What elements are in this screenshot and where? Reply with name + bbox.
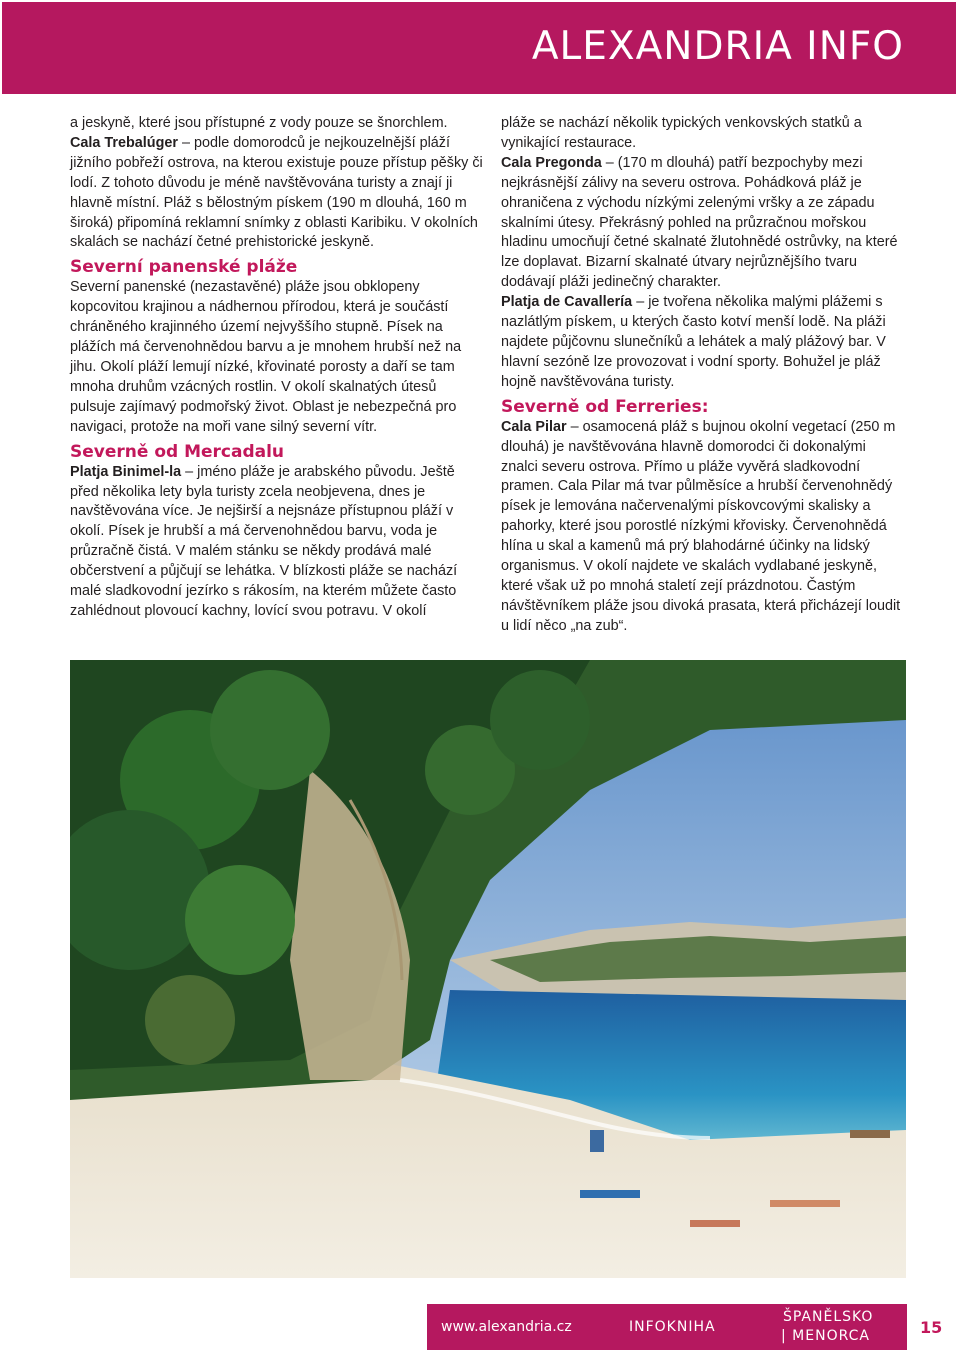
paragraph: a jeskyně, které jsou přístupné z vody pouze se šnorchlem.	[70, 115, 448, 131]
right-column	[501, 114, 906, 637]
beach-photo-icon	[70, 660, 906, 1278]
left-column	[70, 114, 484, 622]
section-heading: Severně od Ferreries:	[501, 396, 709, 417]
section-heading: Severní panenské pláže	[70, 257, 298, 278]
footer-region: | MENORCA	[781, 1328, 870, 1344]
footer-brand: INFOKNIHA	[629, 1319, 716, 1335]
beach-name: Cala Pilar	[501, 418, 567, 435]
page-header	[2, 2, 956, 94]
page-footer	[427, 1304, 907, 1350]
paragraph-text: – osamocená pláž s bujnou okolní vegetací (250 m dlouhá) je navštěvována hlavně domorodci či dokonalými znalci severu ostrova. Přímo u pláže vyvěrá sladkovodní pramen. Cala Pilar má tvar půlměsíce a hrubší červenohnědý písek je lemována načervenalými pískovcovými skalisky a pahorky, které jsou porostlé nízkými křovisky. Červenohnědá hlína u skal a kamenů má prý blahodárné účinky na lidský organismus. V okolí najdete ve skalách vydlabané jeskyně, které však už po mnohá staletí zejí prázdnotou. Častým návštěvníkem pláže jsou divoká prasata, která přicházejí loudit u lidí něco „na zub“.	[501, 418, 901, 634]
paragraph: pláže se nachází několik typických venkovských statků a vynikající restaurace.	[501, 115, 862, 151]
beach-name: Cala Trebalúger	[70, 134, 178, 151]
paragraph	[501, 418, 906, 637]
beach-name: Platja de Cavallería	[501, 294, 633, 311]
footer-country: ŠPANĚLSKO	[783, 1309, 874, 1325]
page-number: 15	[920, 1318, 943, 1337]
paragraph-text: – je tvořena několika malými plážemi s nazlátlým pískem, u kterých často kotví menší lodě. Na pláži najdete půjčovnu slunečníků a lehátek a malý plážový bar. V hlavní sezóně lze provozovat i vodní sporty. Bohužel je pláž hojně navštěvována turisty.	[501, 294, 886, 390]
section-heading: Severně od Mercadalu	[70, 441, 285, 462]
paragraph: Severní panenské (nezastavěné) pláže jsou obklopeny kopcovitou krajinou a nádhernou přírodou, která je součástí chráněného krajinného území nejvyššího stupně. Písek na plážích má červenohnědou barvu a je mnohem hrubší než na jihu. Okolí pláží lemují nízké, křovinaté porosty a daří se tam mnoha druhům vzácných rostlin. V okolí skalnatých útesů pulsuje zajímavý podmořský život. Oblast je nebezpečná pro navigaci, protože na moři vane silný severní vítr.	[70, 279, 462, 435]
paragraph	[501, 154, 906, 293]
beach-photo	[70, 660, 906, 1278]
paragraph	[70, 463, 484, 622]
paragraph	[501, 293, 906, 393]
beach-name: Platja Binimel-la	[70, 463, 182, 480]
paragraph-text: – jméno pláže je arabského původu. Ještě před několika lety byla turisty zcela neobjevena, dnes je navštěvována více. Je nejširší a nejsnáze přístupnou pláží v okolí. Písek je hrubší a má červenohnědou barvu, voda je průzračně čistá. V malém stánku se někdy prodává malé občerstvení a půjčují se lehátka. V blízkosti pláže se nachází malé sladkovodní jezírko s rákosím, na kterém můžete často zahlédnout plovoucí kachny, lovící svou potravu. V okolí	[70, 463, 458, 619]
header-title: ALEXANDRIA INFO	[531, 24, 904, 69]
beach-name: Cala Pregonda	[501, 154, 602, 171]
paragraph	[70, 134, 484, 253]
paragraph-text: – (170 m dlouhá) patří bezpochyby mezi nejkrásnější zálivy na severu ostrova. Pohádková pláž je ohraničena z východu nízkými zelenými vršky a ze západu skalními útesy. Překrásný pohled na průzračnou mořskou hladinu umocňují četné skalnaté žlutohnědé ostrůvky, na které lze doplavat. Bizarní skalnaté útvary nejrůznějšího tvaru dodávají pláži jedinečný charakter.	[501, 154, 898, 291]
footer-url[interactable]: www.alexandria.cz	[441, 1319, 572, 1335]
paragraph-text: – podle domorodců je nejkouzelnější pláží jižního pobřeží ostrova, na kterou existuje pouze přístup pěšky či lodí. Z tohoto důvodu je méně navštěvována turisty a znají ji hlavně místní. Pláž s bělostným pískem (190 m dlouhá, 160 m široká) připomíná reklamní snímky z oblasti Karibiku. V okolních skalách se nachází četné prehistorické jeskyně.	[70, 134, 483, 251]
